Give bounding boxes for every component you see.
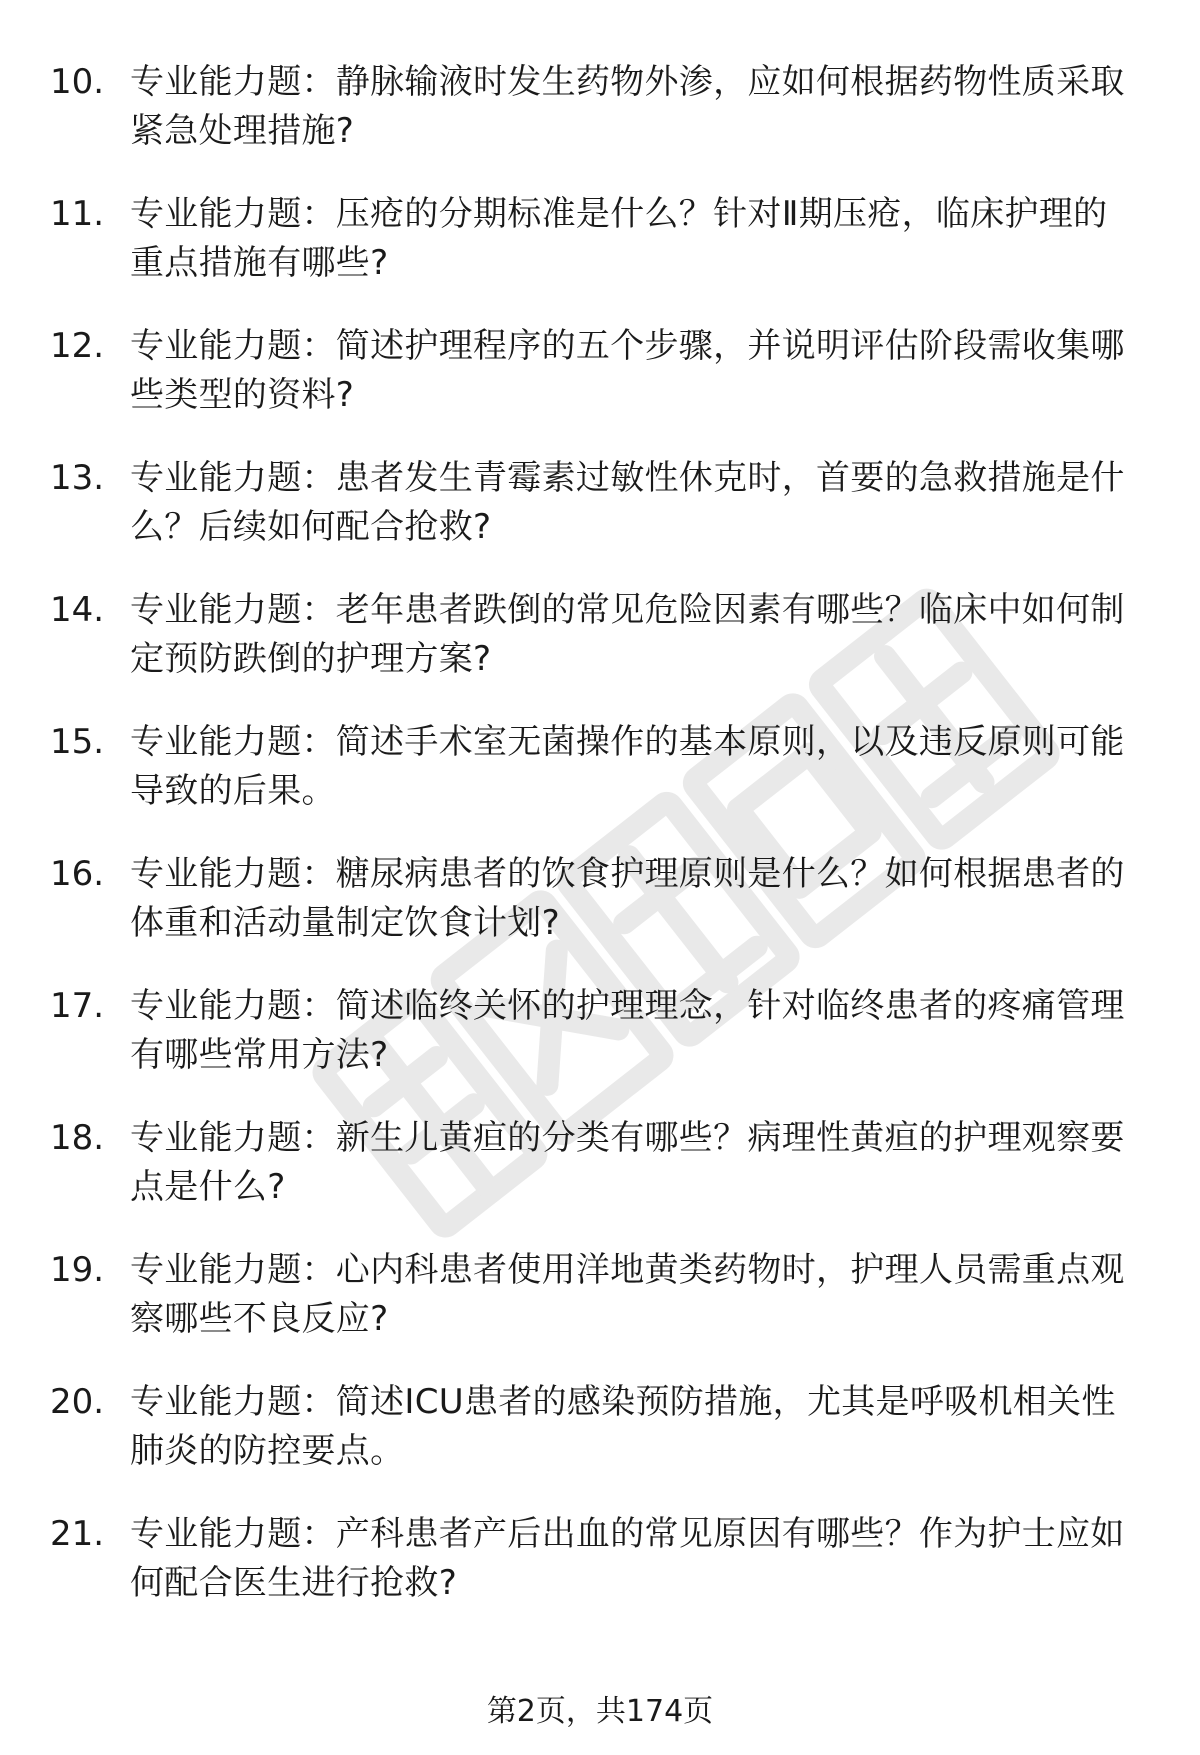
question-number: 14. <box>50 590 105 630</box>
question-text: 专业能力题：糖尿病患者的饮食护理原则是什么？如何根据患者的体重和活动量制定饮食计划? <box>130 854 1125 943</box>
question-text: 专业能力题：简述临终关怀的护理理念，针对临终患者的疼痛管理有哪些常用方法? <box>130 986 1125 1075</box>
question-text: 专业能力题：心内科患者使用洋地黄类药物时，护理人员需重点观察哪些不良反应? <box>130 1250 1125 1339</box>
question-number: 11. <box>50 194 105 234</box>
question-item <box>50 58 1150 190</box>
question-text: 专业能力题：简述护理程序的五个步骤，并说明评估阶段需收集哪些类型的资料? <box>130 326 1125 415</box>
question-list <box>50 58 1150 1642</box>
question-text: 专业能力题：患者发生青霉素过敏性休克时，首要的急救措施是什么？后续如何配合抢救? <box>130 458 1125 547</box>
question-text: 专业能力题：压疮的分期标准是什么？针对Ⅱ期压疮，临床护理的重点措施有哪些? <box>130 194 1108 283</box>
question-number: 12. <box>50 326 105 366</box>
question-number: 15. <box>50 722 105 762</box>
question-item <box>50 454 1150 586</box>
question-text: 专业能力题：产科患者产后出血的常见原因有哪些？作为护士应如何配合医生进行抢救? <box>130 1514 1125 1603</box>
question-text: 专业能力题：简述手术室无菌操作的基本原则，以及违反原则可能导致的后果。 <box>130 722 1125 811</box>
question-item <box>50 1114 1150 1246</box>
question-item <box>50 982 1150 1114</box>
question-item <box>50 1378 1150 1510</box>
question-text: 专业能力题：静脉输液时发生药物外渗，应如何根据药物性质采取紧急处理措施? <box>130 62 1125 151</box>
question-item <box>50 586 1150 718</box>
question-number: 17. <box>50 986 105 1026</box>
question-number: 10. <box>50 62 105 102</box>
question-number: 16. <box>50 854 105 894</box>
question-item <box>50 190 1150 322</box>
question-item <box>50 718 1150 850</box>
question-number: 13. <box>50 458 105 498</box>
question-text: 专业能力题：老年患者跌倒的常见危险因素有哪些？临床中如何制定预防跌倒的护理方案? <box>130 590 1125 679</box>
question-number: 21. <box>50 1514 105 1554</box>
question-item <box>50 850 1150 982</box>
question-number: 19. <box>50 1250 105 1290</box>
question-number: 18. <box>50 1118 105 1158</box>
question-text: 专业能力题：新生儿黄疸的分类有哪些？病理性黄疸的护理观察要点是什么? <box>130 1118 1125 1207</box>
question-number: 20. <box>50 1382 105 1422</box>
question-item <box>50 322 1150 454</box>
question-text: 专业能力题：简述ICU患者的感染预防措施，尤其是呼吸机相关性肺炎的防控要点。 <box>130 1382 1116 1471</box>
page-indicator: 第2页，共174页 <box>486 1694 714 1729</box>
question-item <box>50 1246 1150 1378</box>
question-item <box>50 1510 1150 1642</box>
